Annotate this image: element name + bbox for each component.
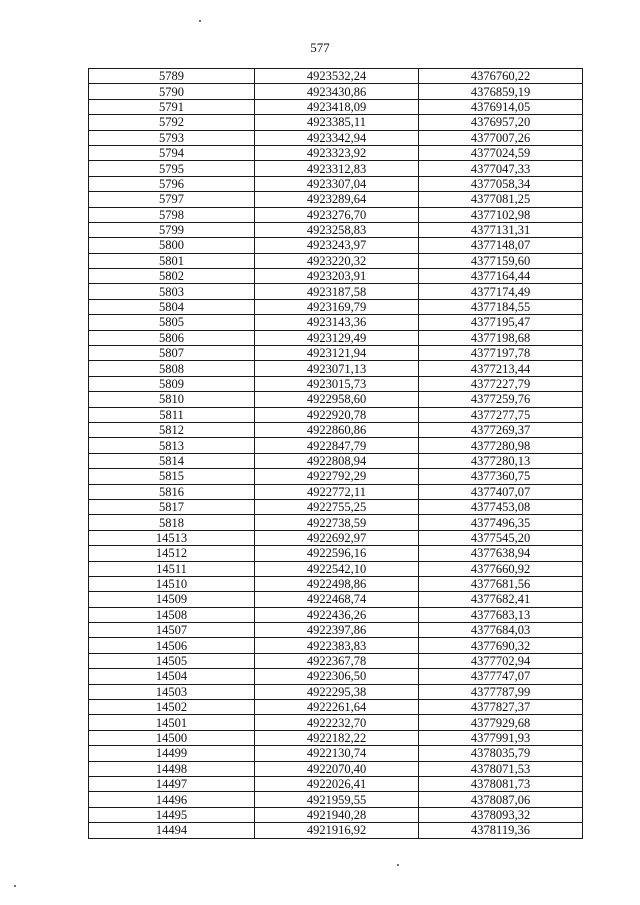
table-row <box>89 653 583 668</box>
y-coordinate-cell: 4377991,93 <box>419 730 583 745</box>
y-coordinate-cell: 4377164,44 <box>419 269 583 284</box>
point-number-cell: 5802 <box>89 269 255 284</box>
point-number-cell: 5799 <box>89 222 255 237</box>
x-coordinate-cell: 4922070,40 <box>255 761 419 776</box>
y-coordinate-cell: 4377213,44 <box>419 361 583 376</box>
x-coordinate-cell: 4922232,70 <box>255 715 419 730</box>
table-row <box>89 746 583 761</box>
point-number-cell: 5793 <box>89 130 255 145</box>
y-coordinate-cell: 4377360,75 <box>419 469 583 484</box>
y-coordinate-cell: 4378119,36 <box>419 823 583 838</box>
x-coordinate-cell: 4922383,83 <box>255 638 419 653</box>
x-coordinate-cell: 4923187,58 <box>255 284 419 299</box>
table-row <box>89 130 583 145</box>
point-number-cell: 5805 <box>89 315 255 330</box>
x-coordinate-cell: 4923121,94 <box>255 346 419 361</box>
x-coordinate-cell: 4922847,79 <box>255 438 419 453</box>
table-row <box>89 315 583 330</box>
y-coordinate-cell: 4377280,98 <box>419 438 583 453</box>
x-coordinate-cell: 4921940,28 <box>255 807 419 822</box>
point-number-cell: 14509 <box>89 592 255 607</box>
point-number-cell: 14504 <box>89 669 255 684</box>
x-coordinate-cell: 4922542,10 <box>255 561 419 576</box>
point-number-cell: 5801 <box>89 253 255 268</box>
table-row <box>89 792 583 807</box>
table-row <box>89 807 583 822</box>
table-row <box>89 299 583 314</box>
scan-speck <box>14 885 16 887</box>
x-coordinate-cell: 4923430,86 <box>255 84 419 99</box>
point-number-cell: 5791 <box>89 99 255 114</box>
x-coordinate-cell: 4922860,86 <box>255 422 419 437</box>
y-coordinate-cell: 4377277,75 <box>419 407 583 422</box>
y-coordinate-cell: 4377827,37 <box>419 700 583 715</box>
y-coordinate-cell: 4377259,76 <box>419 392 583 407</box>
point-number-cell: 5804 <box>89 299 255 314</box>
table-row <box>89 530 583 545</box>
y-coordinate-cell: 4377131,31 <box>419 222 583 237</box>
point-number-cell: 14499 <box>89 746 255 761</box>
point-number-cell: 5812 <box>89 422 255 437</box>
y-coordinate-cell: 4378087,06 <box>419 792 583 807</box>
table-row <box>89 700 583 715</box>
point-number-cell: 5813 <box>89 438 255 453</box>
point-number-cell: 14497 <box>89 776 255 791</box>
point-number-cell: 5807 <box>89 346 255 361</box>
y-coordinate-cell: 4376957,20 <box>419 115 583 130</box>
x-coordinate-cell: 4923307,04 <box>255 176 419 191</box>
y-coordinate-cell: 4377047,33 <box>419 161 583 176</box>
table-row <box>89 269 583 284</box>
table-row <box>89 730 583 745</box>
x-coordinate-cell: 4922026,41 <box>255 776 419 791</box>
x-coordinate-cell: 4922367,78 <box>255 653 419 668</box>
y-coordinate-cell: 4377198,68 <box>419 330 583 345</box>
table-row <box>89 453 583 468</box>
point-number-cell: 14503 <box>89 684 255 699</box>
table-row <box>89 69 583 84</box>
y-coordinate-cell: 4377102,98 <box>419 207 583 222</box>
x-coordinate-cell: 4922130,74 <box>255 746 419 761</box>
y-coordinate-cell: 4377496,35 <box>419 515 583 530</box>
table-row <box>89 238 583 253</box>
point-number-cell: 14507 <box>89 623 255 638</box>
x-coordinate-cell: 4922958,60 <box>255 392 419 407</box>
table-row <box>89 684 583 699</box>
y-coordinate-cell: 4378071,53 <box>419 761 583 776</box>
x-coordinate-cell: 4923143,36 <box>255 315 419 330</box>
x-coordinate-cell: 4922397,86 <box>255 623 419 638</box>
x-coordinate-cell: 4923342,94 <box>255 130 419 145</box>
x-coordinate-cell: 4922755,25 <box>255 499 419 514</box>
y-coordinate-cell: 4377280,13 <box>419 453 583 468</box>
x-coordinate-cell: 4923071,13 <box>255 361 419 376</box>
x-coordinate-cell: 4923418,09 <box>255 99 419 114</box>
coordinates-table <box>88 68 583 839</box>
x-coordinate-cell: 4922261,64 <box>255 700 419 715</box>
point-number-cell: 5798 <box>89 207 255 222</box>
scan-speck <box>199 20 201 22</box>
x-coordinate-cell: 4922692,97 <box>255 530 419 545</box>
x-coordinate-cell: 4922182,22 <box>255 730 419 745</box>
y-coordinate-cell: 4377747,07 <box>419 669 583 684</box>
point-number-cell: 14506 <box>89 638 255 653</box>
y-coordinate-cell: 4377929,68 <box>419 715 583 730</box>
table-row <box>89 115 583 130</box>
point-number-cell: 5800 <box>89 238 255 253</box>
y-coordinate-cell: 4377690,32 <box>419 638 583 653</box>
x-coordinate-cell: 4923385,11 <box>255 115 419 130</box>
x-coordinate-cell: 4921959,55 <box>255 792 419 807</box>
y-coordinate-cell: 4378081,73 <box>419 776 583 791</box>
page-number: 577 <box>310 40 330 55</box>
table-row <box>89 376 583 391</box>
x-coordinate-cell: 4921916,92 <box>255 823 419 838</box>
table-row <box>89 469 583 484</box>
table-row <box>89 515 583 530</box>
point-number-cell: 14508 <box>89 607 255 622</box>
table-row <box>89 407 583 422</box>
point-number-cell: 14511 <box>89 561 255 576</box>
point-number-cell: 14513 <box>89 530 255 545</box>
y-coordinate-cell: 4377195,47 <box>419 315 583 330</box>
y-coordinate-cell: 4377683,13 <box>419 607 583 622</box>
table-row <box>89 253 583 268</box>
y-coordinate-cell: 4377407,07 <box>419 484 583 499</box>
y-coordinate-cell: 4378093,32 <box>419 807 583 822</box>
x-coordinate-cell: 4922920,78 <box>255 407 419 422</box>
table-row <box>89 99 583 114</box>
point-number-cell: 5814 <box>89 453 255 468</box>
x-coordinate-cell: 4923276,70 <box>255 207 419 222</box>
table-row <box>89 715 583 730</box>
x-coordinate-cell: 4922596,16 <box>255 546 419 561</box>
y-coordinate-cell: 4377638,94 <box>419 546 583 561</box>
table-row <box>89 392 583 407</box>
y-coordinate-cell: 4377148,07 <box>419 238 583 253</box>
table-row <box>89 669 583 684</box>
x-coordinate-cell: 4922498,86 <box>255 576 419 591</box>
table-row <box>89 361 583 376</box>
table-row <box>89 84 583 99</box>
x-coordinate-cell: 4923203,91 <box>255 269 419 284</box>
point-number-cell: 5808 <box>89 361 255 376</box>
x-coordinate-cell: 4923015,73 <box>255 376 419 391</box>
x-coordinate-cell: 4922738,59 <box>255 515 419 530</box>
x-coordinate-cell: 4923243,97 <box>255 238 419 253</box>
x-coordinate-cell: 4922808,94 <box>255 453 419 468</box>
point-number-cell: 5803 <box>89 284 255 299</box>
y-coordinate-cell: 4377024,59 <box>419 145 583 160</box>
coordinates-table-body <box>89 69 583 839</box>
point-number-cell: 5809 <box>89 376 255 391</box>
table-row <box>89 438 583 453</box>
scan-speck <box>397 864 399 866</box>
table-row <box>89 484 583 499</box>
table-row <box>89 284 583 299</box>
x-coordinate-cell: 4923220,32 <box>255 253 419 268</box>
x-coordinate-cell: 4923323,92 <box>255 145 419 160</box>
point-number-cell: 5817 <box>89 499 255 514</box>
y-coordinate-cell: 4377545,20 <box>419 530 583 545</box>
y-coordinate-cell: 4376760,22 <box>419 69 583 84</box>
table-row <box>89 592 583 607</box>
y-coordinate-cell: 4377081,25 <box>419 192 583 207</box>
point-number-cell: 5806 <box>89 330 255 345</box>
y-coordinate-cell: 4377197,78 <box>419 346 583 361</box>
table-row <box>89 576 583 591</box>
x-coordinate-cell: 4922772,11 <box>255 484 419 499</box>
table-row <box>89 330 583 345</box>
y-coordinate-cell: 4377660,92 <box>419 561 583 576</box>
y-coordinate-cell: 4376914,05 <box>419 99 583 114</box>
table-row <box>89 207 583 222</box>
point-number-cell: 14505 <box>89 653 255 668</box>
table-row <box>89 546 583 561</box>
point-number-cell: 14498 <box>89 761 255 776</box>
point-number-cell: 14494 <box>89 823 255 838</box>
table-row <box>89 145 583 160</box>
x-coordinate-cell: 4923169,79 <box>255 299 419 314</box>
table-row <box>89 176 583 191</box>
table-row <box>89 161 583 176</box>
point-number-cell: 14501 <box>89 715 255 730</box>
point-number-cell: 5790 <box>89 84 255 99</box>
point-number-cell: 5797 <box>89 192 255 207</box>
table-row <box>89 776 583 791</box>
point-number-cell: 5810 <box>89 392 255 407</box>
table-row <box>89 192 583 207</box>
x-coordinate-cell: 4922468,74 <box>255 592 419 607</box>
y-coordinate-cell: 4377227,79 <box>419 376 583 391</box>
table-row <box>89 623 583 638</box>
table-row <box>89 638 583 653</box>
point-number-cell: 5795 <box>89 161 255 176</box>
point-number-cell: 14512 <box>89 546 255 561</box>
table-row <box>89 346 583 361</box>
y-coordinate-cell: 4378035,79 <box>419 746 583 761</box>
point-number-cell: 14495 <box>89 807 255 822</box>
table-row <box>89 823 583 838</box>
y-coordinate-cell: 4377682,41 <box>419 592 583 607</box>
x-coordinate-cell: 4923258,83 <box>255 222 419 237</box>
y-coordinate-cell: 4377453,08 <box>419 499 583 514</box>
point-number-cell: 5811 <box>89 407 255 422</box>
table-row <box>89 422 583 437</box>
x-coordinate-cell: 4923129,49 <box>255 330 419 345</box>
table-row <box>89 561 583 576</box>
y-coordinate-cell: 4376859,19 <box>419 84 583 99</box>
point-number-cell: 14510 <box>89 576 255 591</box>
y-coordinate-cell: 4377159,60 <box>419 253 583 268</box>
point-number-cell: 5792 <box>89 115 255 130</box>
x-coordinate-cell: 4922792,29 <box>255 469 419 484</box>
y-coordinate-cell: 4377007,26 <box>419 130 583 145</box>
y-coordinate-cell: 4377174,49 <box>419 284 583 299</box>
y-coordinate-cell: 4377684,03 <box>419 623 583 638</box>
point-number-cell: 5816 <box>89 484 255 499</box>
x-coordinate-cell: 4922306,50 <box>255 669 419 684</box>
x-coordinate-cell: 4922436,26 <box>255 607 419 622</box>
point-number-cell: 14496 <box>89 792 255 807</box>
table-row <box>89 761 583 776</box>
point-number-cell: 5815 <box>89 469 255 484</box>
y-coordinate-cell: 4377787,99 <box>419 684 583 699</box>
x-coordinate-cell: 4922295,38 <box>255 684 419 699</box>
point-number-cell: 5818 <box>89 515 255 530</box>
x-coordinate-cell: 4923532,24 <box>255 69 419 84</box>
point-number-cell: 14500 <box>89 730 255 745</box>
y-coordinate-cell: 4377058,34 <box>419 176 583 191</box>
y-coordinate-cell: 4377184,55 <box>419 299 583 314</box>
x-coordinate-cell: 4923312,83 <box>255 161 419 176</box>
point-number-cell: 5794 <box>89 145 255 160</box>
table-row <box>89 607 583 622</box>
point-number-cell: 14502 <box>89 700 255 715</box>
x-coordinate-cell: 4923289,64 <box>255 192 419 207</box>
y-coordinate-cell: 4377269,37 <box>419 422 583 437</box>
point-number-cell: 5796 <box>89 176 255 191</box>
point-number-cell: 5789 <box>89 69 255 84</box>
table-row <box>89 222 583 237</box>
y-coordinate-cell: 4377681,56 <box>419 576 583 591</box>
table-row <box>89 499 583 514</box>
y-coordinate-cell: 4377702,94 <box>419 653 583 668</box>
